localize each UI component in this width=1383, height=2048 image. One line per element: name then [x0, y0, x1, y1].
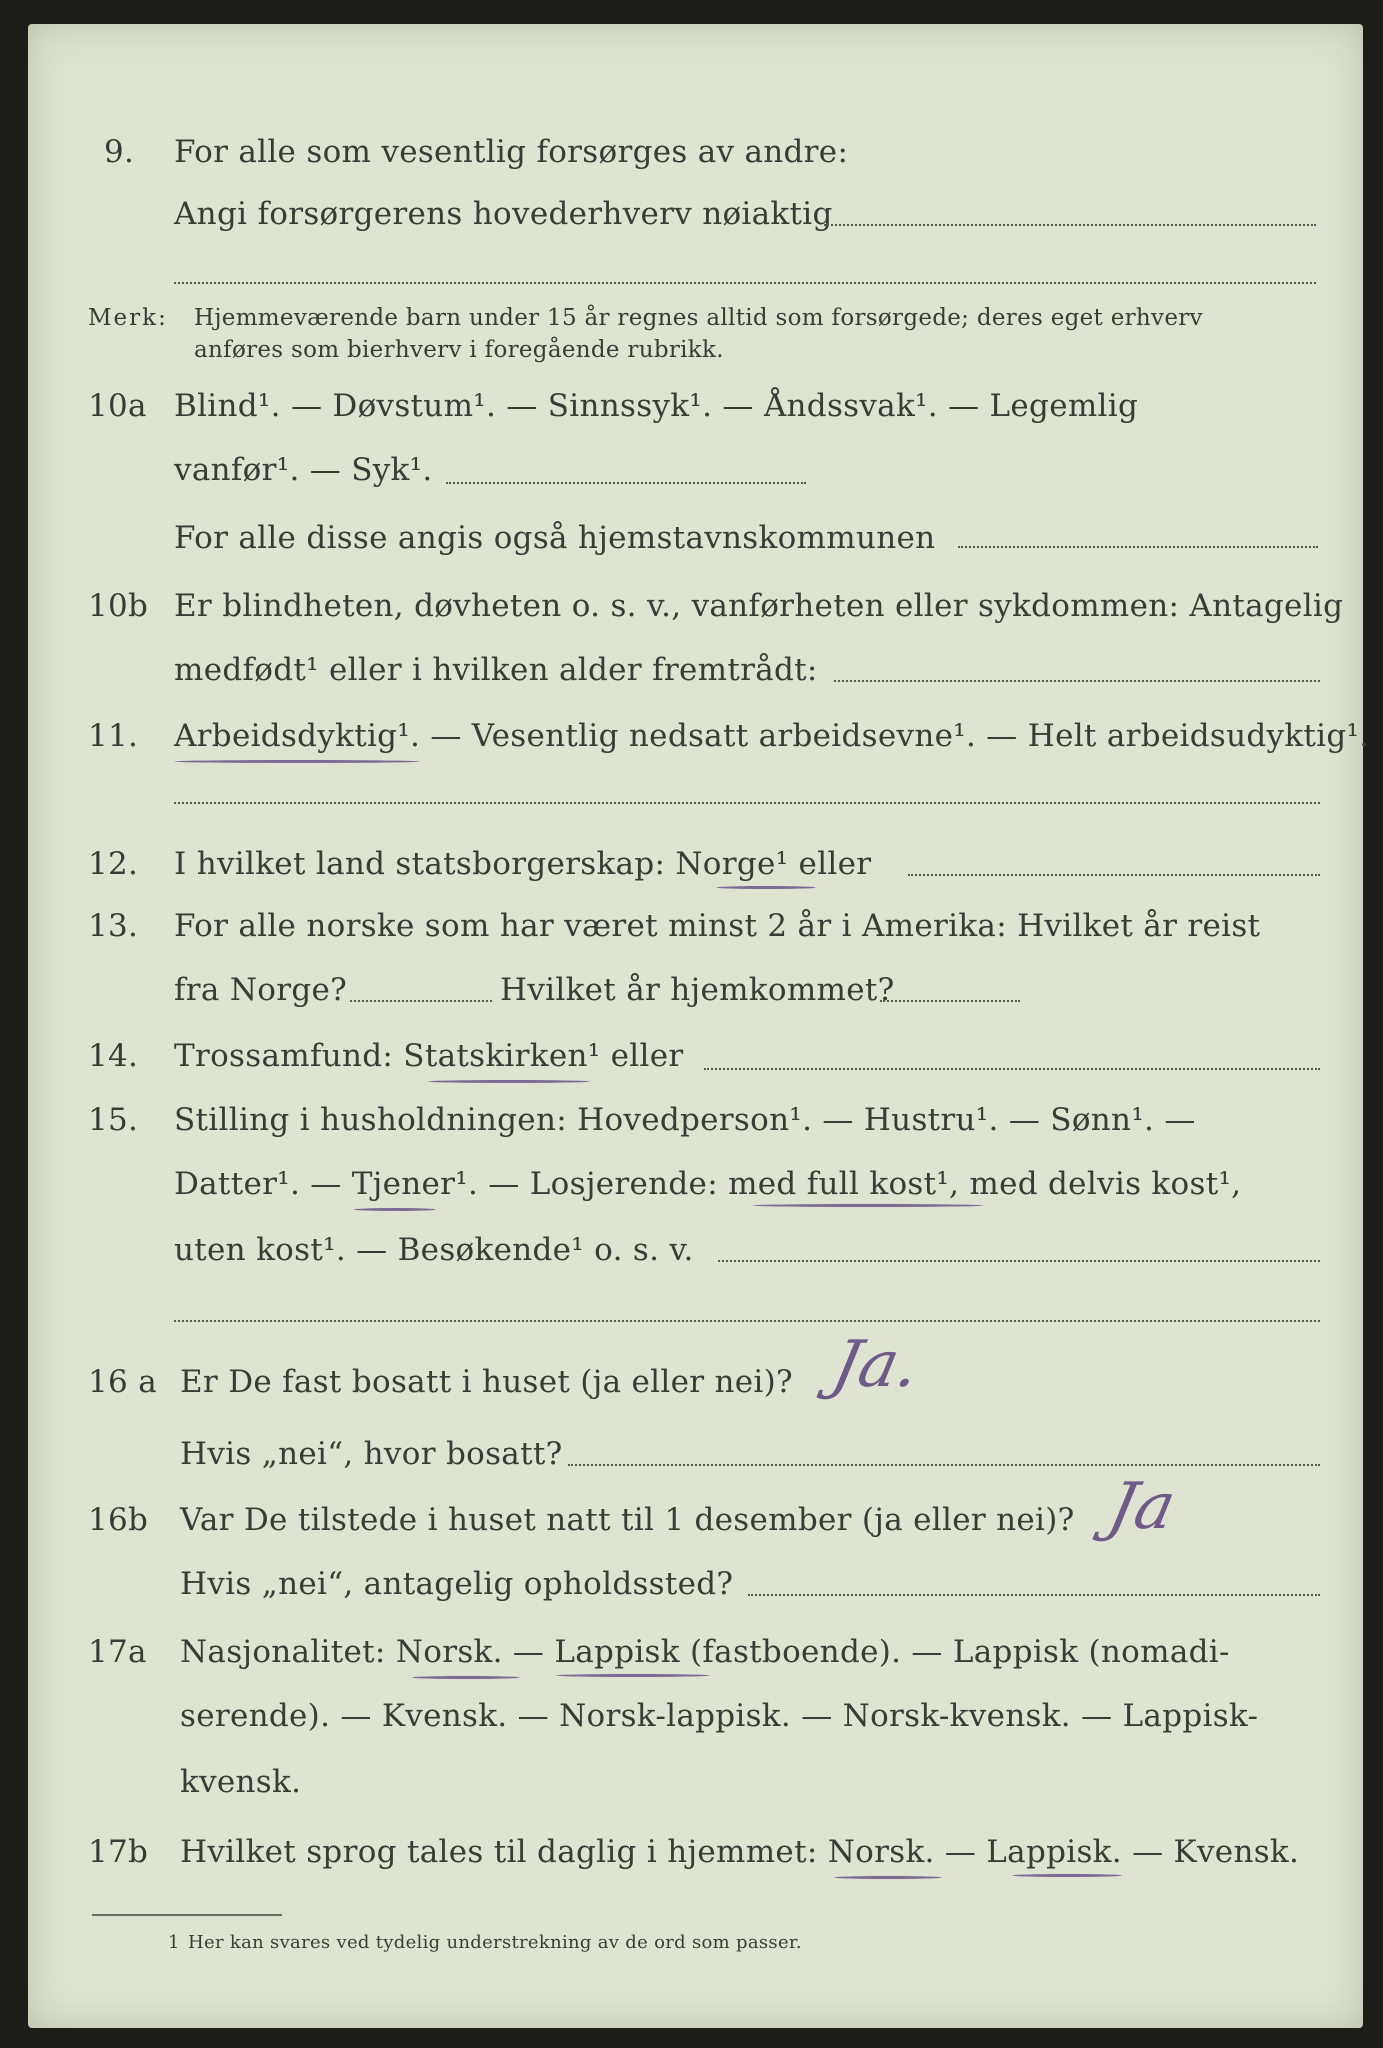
- q16b-line2: Hvis „nei“, antagelig opholdssted?: [180, 1566, 734, 1602]
- q10a-line2: vanfør¹. — Syk¹.: [174, 452, 433, 488]
- q13-departure-year-line: [350, 1000, 492, 1002]
- q17a-line3: kvensk.: [180, 1764, 302, 1800]
- q11-underline-mark: [174, 760, 420, 763]
- q10a-answer-line: [446, 482, 806, 484]
- q17a-underline-mark-2: [556, 1674, 710, 1677]
- q15-line3: uten kost¹. — Besøkende¹ o. s. v.: [174, 1232, 694, 1268]
- q11-line1: Arbeidsdyktig¹. — Vesentlig nedsatt arbeidsevne¹. — Helt arbeidsudyktig¹.: [174, 718, 1370, 754]
- q17a-line1: Nasjonalitet: Norsk. — Lappisk (fastboende). — Lappisk (nomadi-: [180, 1634, 1230, 1670]
- q17a-line2: serende). — Kvensk. — Norsk-lappisk. — Norsk-kvensk. — Lappisk-: [180, 1698, 1259, 1734]
- q17b-underline-mark-1: [834, 1876, 942, 1879]
- q15-answer-line-2: [174, 1320, 1320, 1322]
- q9-number: 9.: [104, 134, 135, 170]
- q13-line1: For alle norske som har været minst 2 år i Amerika: Hvilket år reist: [174, 908, 1261, 944]
- q16a-handwritten-answer: Ja.: [826, 1328, 927, 1402]
- q9-line2: Angi forsørgerens hovederhverv nøiaktig: [174, 196, 833, 232]
- q17b-line1: Hvilket sprog tales til daglig i hjemmet: Norsk. — Lappisk. — Kvensk.: [180, 1834, 1300, 1870]
- q12-number: 12.: [88, 846, 139, 882]
- q16b-answer-line: [748, 1594, 1320, 1596]
- q13-line2b: Hvilket år hjemkommet?: [500, 972, 895, 1008]
- census-form-page: [28, 24, 1370, 2028]
- q9-line1: For alle som vesentlig forsørges av andre:: [174, 134, 849, 170]
- q17a-number: 17a: [88, 1634, 147, 1670]
- q10a-line1: Blind¹. — Døvstum¹. — Sinnssyk¹. — Åndssvak¹. — Legemlig: [174, 388, 1139, 424]
- q16b-number: 16b: [88, 1502, 149, 1538]
- q12-answer-line: [908, 874, 1320, 876]
- q15-number: 15.: [88, 1102, 139, 1138]
- q10b-line1: Er blindheten, døvheten o. s. v., vanførheten eller sykdommen: Antagelig: [174, 588, 1344, 624]
- q16b-handwritten-answer: Ja: [1102, 1470, 1182, 1544]
- q16a-line1: Er De fast bosatt i huset (ja eller nei)?: [180, 1364, 793, 1400]
- q15-underline-mark-2: [752, 1204, 984, 1207]
- q16a-number: 16 a: [88, 1364, 157, 1400]
- q13-return-year-line: [880, 1000, 1020, 1002]
- q17b-underline-mark-2: [1012, 1874, 1122, 1877]
- q10a-home-municipality-line: [958, 546, 1318, 548]
- q16b-line1: Var De tilstede i huset natt til 1 desember (ja eller nei)?: [180, 1502, 1075, 1538]
- q15-line2: Datter¹. — Tjener¹. — Losjerende: med full kost¹, med delvis kost¹,: [174, 1166, 1242, 1202]
- q16a-line2: Hvis „nei“, hvor bosatt?: [180, 1436, 563, 1472]
- q10a-line3: For alle disse angis også hjemstavnskommunen: [174, 520, 936, 556]
- q12-line1: I hvilket land statsborgerskap: Norge¹ eller: [174, 846, 872, 882]
- q11-answer-line: [174, 802, 1320, 804]
- q16a-answer-line: [568, 1464, 1320, 1466]
- q10b-number: 10b: [88, 588, 149, 624]
- q17b-number: 17b: [88, 1834, 149, 1870]
- merk-line1: Hjemmeværende barn under 15 år regnes alltid som forsørgede; deres eget erhverv: [194, 305, 1203, 331]
- q14-number: 14.: [88, 1038, 139, 1074]
- footnote-text: Her kan svares ved tydelig understrekning av de ord som passer.: [188, 1932, 802, 1953]
- q17a-underline-mark-1: [412, 1676, 520, 1679]
- q15-answer-line: [718, 1260, 1320, 1262]
- merk-label: Merk:: [88, 305, 168, 331]
- footnote-rule: [92, 1914, 282, 1916]
- q10a-number: 10a: [88, 388, 147, 424]
- footnote-mark: 1: [168, 1932, 180, 1953]
- q10b-answer-line: [834, 680, 1320, 682]
- q11-number: 11.: [88, 718, 139, 754]
- q14-answer-line: [704, 1068, 1320, 1070]
- q9-answer-line-2: [174, 282, 1316, 284]
- q13-line2a: fra Norge?: [174, 972, 348, 1008]
- q9-answer-line: [824, 224, 1316, 226]
- q15-underline-mark-1: [354, 1208, 436, 1211]
- q14-line1: Trossamfund: Statskirken¹ eller: [174, 1038, 684, 1074]
- q12-underline-mark: [716, 886, 816, 889]
- q14-underline-mark: [428, 1080, 590, 1083]
- q10b-line2: medfødt¹ eller i hvilken alder fremtrådt:: [174, 652, 818, 688]
- merk-line2: anføres som bierhverv i foregående rubrikk.: [194, 337, 724, 363]
- q13-number: 13.: [88, 908, 139, 944]
- q15-line1: Stilling i husholdningen: Hovedperson¹. — Hustru¹. — Sønn¹. —: [174, 1102, 1196, 1138]
